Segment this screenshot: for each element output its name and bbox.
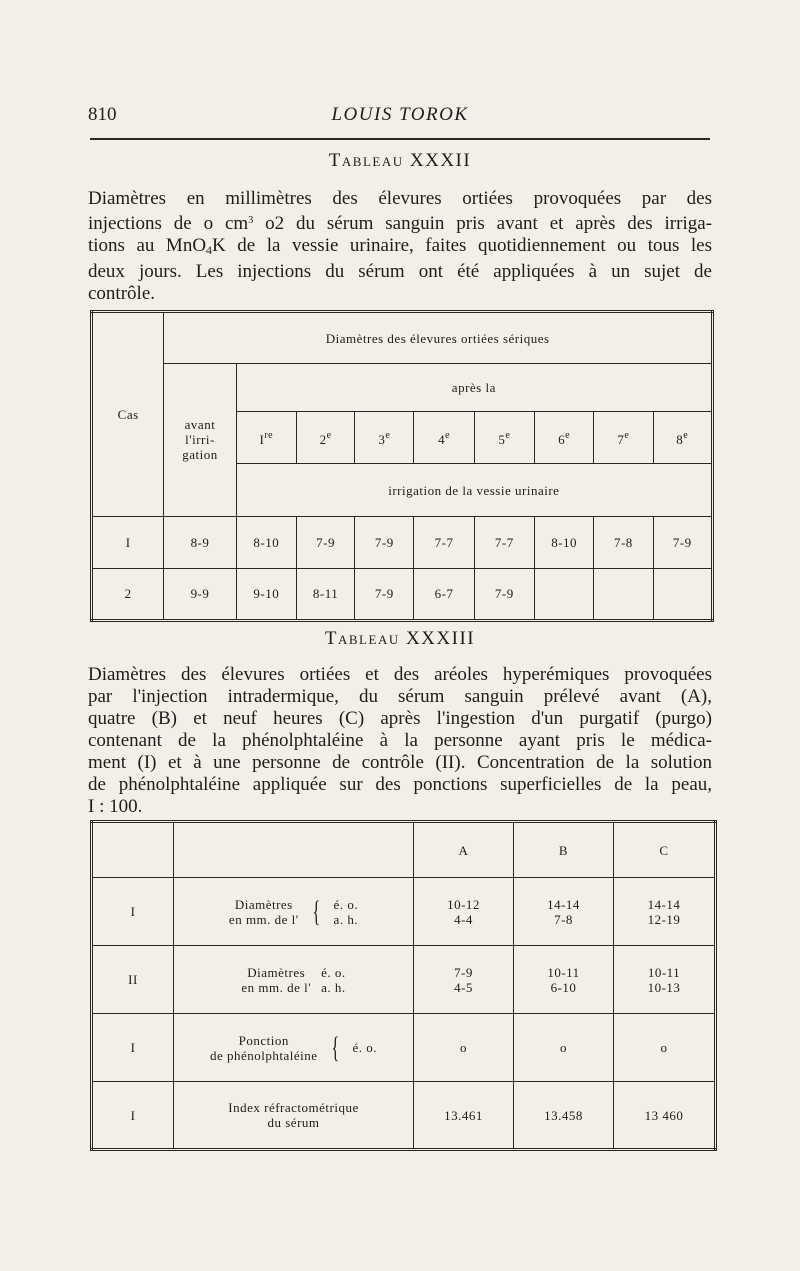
- number-text: I: [259, 432, 265, 448]
- subscript: 4: [206, 243, 213, 257]
- subject-cell: II: [92, 946, 174, 1014]
- number-text: 3: [378, 432, 386, 448]
- subject-cell: I: [92, 878, 174, 946]
- value-cell: [614, 1082, 716, 1150]
- value-cell: 9-10: [236, 568, 296, 620]
- measure-line: é. o.: [333, 896, 359, 912]
- label-lines: [210, 1033, 318, 1063]
- subject-cell: I: [92, 1014, 174, 1082]
- number-text: 2: [319, 432, 327, 448]
- irrigation-number: [296, 412, 354, 464]
- label-wrap: [174, 1100, 413, 1130]
- value-cell: [514, 946, 614, 1014]
- label-line: Diamètres: [247, 964, 306, 980]
- number-suffix: re: [264, 430, 274, 442]
- caption-line: quatre (B) et neuf heures (C) après l'ingestion d'un purgatif (purgo): [88, 708, 712, 729]
- value-cell: 7-9: [474, 568, 534, 620]
- value-cell: [414, 878, 514, 946]
- avant-cell: 9-9: [164, 568, 236, 620]
- table-row: [92, 1082, 716, 1150]
- label-cell: [174, 946, 414, 1014]
- number-suffix: e: [624, 430, 630, 442]
- number-suffix: e: [326, 430, 332, 442]
- column-header: B: [514, 822, 614, 878]
- irrigation-number: [355, 412, 414, 464]
- label-line: Index réfractométrique: [228, 1100, 359, 1115]
- measure-lines: [352, 1040, 377, 1055]
- value-line: 10-11: [547, 964, 580, 980]
- value-cell: 7-9: [355, 568, 414, 620]
- value-cell: [514, 1014, 614, 1082]
- value-cell: [614, 1014, 716, 1082]
- number-text: 8: [676, 432, 684, 448]
- caption-line: de phénolphtaléine appliquée sur des ponctions superficielles de la peau,: [88, 774, 712, 795]
- value-cell: 7-8: [594, 516, 653, 568]
- value-line: o: [460, 1040, 467, 1055]
- caption-line: Diamètres des élevures ortiées et des aréoles hyperémiques provoquées: [88, 664, 712, 685]
- value-line: o: [560, 1040, 567, 1055]
- value-cell: [534, 568, 593, 620]
- caption-line: contrôle.: [88, 283, 156, 304]
- table-row: [92, 878, 716, 946]
- value-cell: [414, 1082, 514, 1150]
- irrigation-number: [236, 412, 296, 464]
- measure-lines: [334, 897, 359, 927]
- caption-line: contenant de la phénolphtaléine à la personne ayant pris le médica-: [88, 730, 712, 751]
- value-line: 10-13: [647, 979, 681, 995]
- value-line: 4-4: [454, 911, 473, 927]
- brace-icon: {: [330, 1030, 340, 1064]
- value-cell: [414, 946, 514, 1014]
- value-cell: [414, 1014, 514, 1082]
- label-line: en mm. de l': [228, 911, 299, 927]
- page-number: 810: [88, 104, 117, 125]
- measure-line: é. o.: [352, 1040, 377, 1055]
- caption-line: par l'injection intradermique, du sérum sanguin prélevé avant (A),: [88, 686, 712, 707]
- cas-cell: 2: [92, 568, 164, 620]
- caption-text: K de la vessie urinaire, faites quotidiennement ou tous les: [212, 235, 712, 256]
- label-lines: [229, 897, 299, 927]
- caption-line: [88, 210, 712, 235]
- header-line: avant: [184, 417, 216, 433]
- label-wrap: [174, 894, 413, 928]
- number-suffix: e: [565, 430, 571, 442]
- value-line: 13.461: [444, 1107, 483, 1123]
- caption-line: deux jours. Les injections du sérum ont été appliquées à un sujet de: [88, 261, 712, 282]
- table32-title: Tableau XXXII: [328, 150, 472, 171]
- value-cell: [514, 878, 614, 946]
- value-line: 10-12: [447, 896, 480, 912]
- running-title: LOUIS TOROK: [331, 104, 469, 125]
- value-cell: [514, 1082, 614, 1150]
- caption-line: I : 100.: [88, 796, 143, 817]
- value-line: 7-9: [454, 964, 473, 980]
- irrigation-number: [594, 412, 653, 464]
- caption-text: injections de o cm: [88, 213, 249, 234]
- avant-cell: 8-9: [164, 516, 236, 568]
- number-text: 5: [498, 432, 506, 448]
- brace-icon: {: [311, 894, 321, 928]
- number-suffix: e: [385, 430, 391, 442]
- value-cell: [594, 568, 653, 620]
- measure-line: a. h.: [333, 911, 359, 927]
- table-row: [92, 568, 713, 620]
- value-cell: 7-9: [653, 516, 712, 568]
- table-row: [92, 1014, 716, 1082]
- value-line: 12-19: [647, 911, 681, 927]
- column-header: C: [614, 822, 716, 878]
- table32: [90, 310, 714, 622]
- empty-cell: [174, 822, 414, 878]
- value-line: 7-8: [554, 911, 573, 927]
- irrigation-header: irrigation de la vessie urinaire: [236, 464, 712, 516]
- cas-header: Cas: [92, 312, 164, 517]
- number-text: 4: [438, 432, 446, 448]
- header-line: l'irri-: [185, 432, 215, 448]
- value-line: 14-14: [547, 896, 580, 912]
- number-text: 6: [558, 432, 566, 448]
- value-line: 10-11: [647, 964, 681, 980]
- value-cell: [614, 878, 716, 946]
- number-text: 7: [617, 432, 625, 448]
- caption-text: tions au MnO: [88, 235, 207, 256]
- main-header: Diamètres des élevures ortiées sériques: [164, 312, 713, 364]
- table32-caption: [88, 188, 712, 305]
- apres-header: après la: [236, 364, 712, 412]
- label-line: en mm. de l': [241, 979, 312, 995]
- number-suffix: e: [445, 430, 451, 442]
- label-line: Ponction: [238, 1032, 289, 1048]
- value-cell: [653, 568, 712, 620]
- empty-cell: [92, 822, 174, 878]
- irrigation-number: [534, 412, 593, 464]
- value-cell: 7-9: [355, 516, 414, 568]
- label-line: du sérum: [267, 1115, 320, 1130]
- table-row: [92, 946, 716, 1014]
- table33-caption: [88, 664, 712, 818]
- measure-line: é. o.: [321, 964, 346, 980]
- value-line: 4-5: [454, 979, 473, 995]
- label-wrap: [174, 1030, 413, 1064]
- table33-title: Tableau XXXIII: [324, 628, 476, 649]
- value-cell: 8-10: [534, 516, 593, 568]
- label-lines: [241, 965, 311, 995]
- label-cell: [174, 1014, 414, 1082]
- label-line: Diamètres: [234, 896, 293, 912]
- table-row: [92, 516, 713, 568]
- cas-cell: I: [92, 516, 164, 568]
- value-line: 14-14: [647, 896, 681, 912]
- value-cell: 8-10: [236, 516, 296, 568]
- label-line: de phénolphtaléine: [210, 1047, 318, 1063]
- column-header: A: [414, 822, 514, 878]
- irrigation-number: [474, 412, 534, 464]
- value-cell: 8-11: [296, 568, 354, 620]
- label-cell: [174, 878, 414, 946]
- value-cell: 7-7: [474, 516, 534, 568]
- caption-text: o2 du sérum sanguin pris avant et après des irriga-: [253, 213, 712, 234]
- number-suffix: e: [505, 430, 511, 442]
- irrigation-number: [653, 412, 712, 464]
- value-line: 13.458: [544, 1107, 583, 1123]
- avant-header: [164, 364, 236, 516]
- table33: [90, 820, 717, 1151]
- measure-line: a. h.: [321, 979, 346, 995]
- value-line: 13 460: [644, 1107, 684, 1123]
- caption-line: Diamètres en millimètres des élevures ortiées provoquées par des: [88, 188, 712, 209]
- value-line: 6-10: [550, 979, 577, 995]
- value-cell: [614, 946, 716, 1014]
- value-line: o: [660, 1040, 668, 1055]
- header-rule: [90, 138, 710, 140]
- measure-lines: [321, 965, 346, 995]
- label-cell: [174, 1082, 414, 1150]
- number-suffix: e: [683, 430, 689, 442]
- value-cell: 6-7: [414, 568, 474, 620]
- superscript: 3: [248, 215, 254, 226]
- caption-line: [88, 235, 712, 261]
- value-cell: 7-7: [414, 516, 474, 568]
- label-lines: [228, 1100, 358, 1130]
- subject-cell: I: [92, 1082, 174, 1150]
- irrigation-number: [414, 412, 474, 464]
- caption-line: ment (I) et à une personne de contrôle (II). Concentration de la solution: [88, 752, 712, 773]
- value-cell: 7-9: [296, 516, 354, 568]
- label-wrap: [174, 965, 413, 995]
- header-line: gation: [182, 447, 218, 463]
